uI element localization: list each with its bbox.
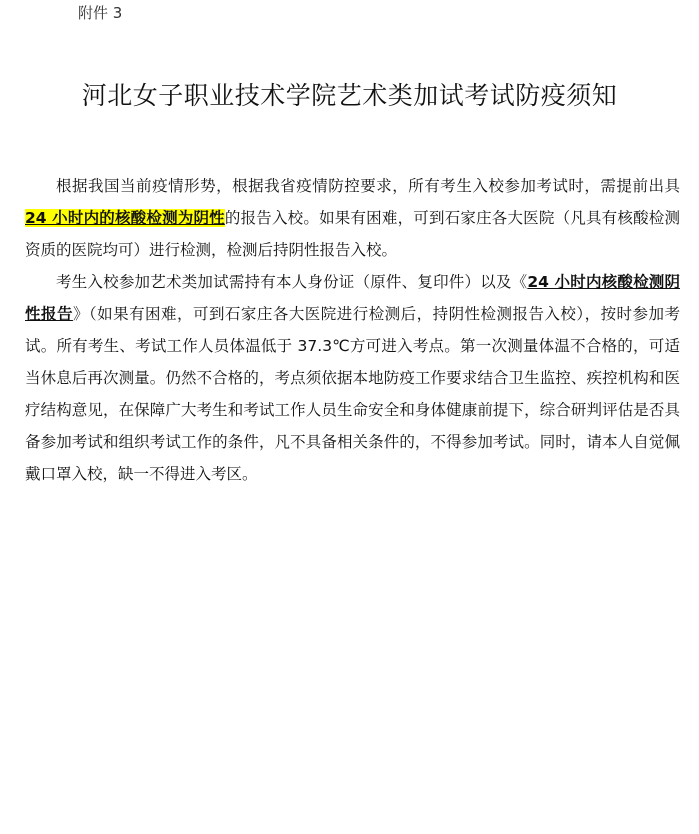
paragraph-1-text-start: 根据我国当前疫情形势，根据我省疫情防控要求，所有考生入校参加考试时，需提前出具 [56, 177, 680, 195]
report-name-emphasis: 24 小时内核酸检测阴性报告 [25, 273, 680, 323]
page-title: 河北女子职业技术学院艺术类加试考试防疫须知 [81, 81, 618, 110]
highlighted-requirement: 24 小时内的核酸检测为阴性 [25, 209, 225, 227]
paragraph-1 [25, 170, 680, 266]
paragraph-2 [25, 266, 680, 490]
paragraph-2-text-start: 考生入校参加艺术类加试需持有本人身份证（原件、复印件）以及《 [56, 273, 528, 291]
paragraph-1-text-end: 的报告入校。如果有困难，可到石家庄各大医院（凡具有核酸检测资质的医院均可）进行检测，检测后持阴性报告入校。 [25, 209, 680, 259]
paragraph-2-text-end: 》（如果有困难，可到石家庄各大医院进行检测后，持阴性检测报告入校），按时参加考试。所有考生、考试工作人员体温低于 37.3℃方可进入考点。第一次测量体温不合格的，可适当休息后再次测量。仍然不合格的，考点须依据本地防疫工作要求结合卫生监控、疾控机构和医疗结构意见，在保障广大考生和考试工作人员生命安全和身体健康前提下，综合研判评估是否具备参加考试和组织考试工作的条件，凡不具备相关条件的，不得参加考试。同时，请本人自觉佩戴口罩入校，缺一不得进入考区。 [25, 305, 680, 483]
attachment-label: 附件 3 [78, 4, 123, 22]
document-body [25, 170, 680, 490]
